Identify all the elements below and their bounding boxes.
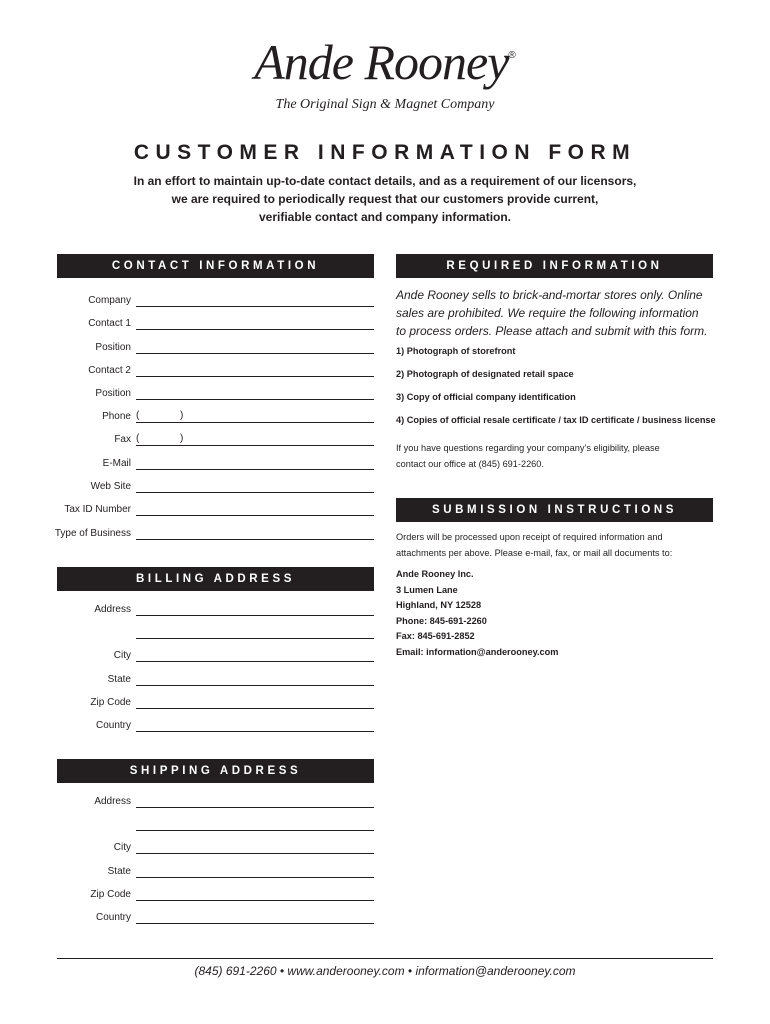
contact1-field[interactable]: [136, 329, 374, 330]
required-intro: [396, 286, 716, 340]
required-item: 4) Copies of official resale certificate / tax ID certificate / business license: [396, 415, 716, 425]
shipping-city-field[interactable]: [136, 853, 374, 854]
contact-info-heading: CONTACT INFORMATION: [57, 254, 374, 278]
eligibility-note-line: If you have questions regarding your company’s eligibility, please: [396, 443, 660, 453]
position2-field[interactable]: [136, 399, 374, 400]
email-field[interactable]: [136, 469, 374, 470]
address-city: Highland, NY 12528: [396, 600, 482, 610]
address-street: 3 Lumen Lane: [396, 584, 458, 595]
shipping-address-line2-field[interactable]: [136, 830, 374, 831]
billing-country-field[interactable]: [136, 731, 374, 732]
brand-logo: [0, 32, 770, 92]
billing-zip-label: Zip Code: [90, 697, 131, 708]
submission-text-line: Orders will be processed upon receipt of required information and: [396, 532, 663, 542]
billing-country-label: Country: [95, 720, 131, 731]
billing-address-label: Address: [94, 604, 131, 615]
email-label: E-Mail: [102, 458, 131, 469]
website-label: Web Site: [90, 481, 131, 492]
address-email: Email: information@anderooney.com: [396, 646, 559, 657]
address-fax: Fax: 845-691-2852: [396, 631, 475, 641]
phone-field[interactable]: [136, 422, 374, 423]
company-label: Company: [88, 295, 131, 306]
footer-contact: (845) 691-2260 • www.anderooney.com • information@anderooney.com: [194, 964, 576, 978]
website-field[interactable]: [136, 492, 374, 493]
intro-text: [100, 172, 670, 226]
tagline: The Original Sign & Magnet Company: [275, 97, 495, 112]
business-type-field[interactable]: [136, 539, 374, 540]
business-type-label: Type of Business: [54, 528, 131, 539]
address-company: Ande Rooney Inc.: [396, 569, 474, 579]
address-phone: Phone: 845-691-2260: [396, 615, 487, 626]
company-field[interactable]: [136, 306, 374, 307]
contact2-label: Contact 2: [88, 365, 131, 376]
billing-address-line2-field[interactable]: [136, 638, 374, 639]
shipping-state-field[interactable]: [136, 877, 374, 878]
billing-address-heading: BILLING ADDRESS: [57, 567, 374, 591]
contact2-field[interactable]: [136, 376, 374, 377]
required-intro-line: to process orders. Please attach and submit with this form.: [396, 324, 708, 338]
submission-heading: SUBMISSION INSTRUCTIONS: [396, 498, 713, 522]
billing-state-field[interactable]: [136, 685, 374, 686]
required-item: 3) Copy of official company identification: [396, 392, 576, 402]
billing-state-label: State: [107, 674, 131, 685]
eligibility-note: [396, 441, 726, 472]
tax-id-field[interactable]: [136, 515, 374, 516]
position1-label: Position: [95, 342, 131, 353]
intro-line: In an effort to maintain up-to-date contact details, and as a requirement of our licensors,: [133, 174, 637, 188]
shipping-address-heading: SHIPPING ADDRESS: [57, 759, 374, 783]
required-item: 2) Photograph of designated retail space: [396, 369, 574, 379]
shipping-zip-field[interactable]: [136, 900, 374, 901]
shipping-country-field[interactable]: [136, 923, 374, 924]
phone-label: Phone: [102, 411, 131, 422]
shipping-country-label: Country: [95, 912, 131, 923]
contact1-label: Contact 1: [88, 318, 131, 329]
mailing-address: [396, 567, 726, 660]
required-intro-line: Ande Rooney sells to brick-and-mortar stores only. Online: [396, 288, 703, 302]
submission-text-line: attachments per above. Please e-mail, fax, or mail all documents to:: [396, 547, 673, 558]
shipping-state-label: State: [107, 866, 131, 877]
tax-id-label: Tax ID Number: [64, 504, 131, 515]
footer-divider: [57, 958, 713, 959]
intro-line: we are required to periodically request that our customers provide current,: [171, 192, 599, 206]
position1-field[interactable]: [136, 353, 374, 354]
required-intro-line: sales are prohibited. We require the following information: [396, 306, 699, 320]
billing-zip-field[interactable]: [136, 708, 374, 709]
eligibility-note-line: contact our office at (845) 691-2260.: [396, 458, 544, 469]
billing-city-label: City: [113, 650, 131, 661]
shipping-address-label: Address: [94, 796, 131, 807]
billing-city-field[interactable]: [136, 661, 374, 662]
fax-paren-close: ): [180, 433, 184, 444]
billing-address-field[interactable]: [136, 615, 374, 616]
logo-wordmark: Ande Rooney: [254, 34, 509, 90]
phone-paren-close: ): [180, 410, 184, 421]
intro-line: verifiable contact and company information.: [258, 210, 512, 224]
phone-paren-open: (: [136, 410, 140, 421]
fax-label: Fax: [114, 434, 131, 445]
form-title: CUSTOMER INFORMATION FORM: [133, 141, 637, 164]
submission-text: [396, 530, 726, 561]
required-item: 1) Photograph of storefront: [396, 346, 516, 356]
registered-mark: ®: [508, 50, 516, 61]
required-info-heading: REQUIRED INFORMATION: [396, 254, 713, 278]
shipping-city-label: City: [113, 842, 131, 853]
fax-paren-open: (: [136, 433, 140, 444]
shipping-address-field[interactable]: [136, 807, 374, 808]
fax-field[interactable]: [136, 445, 374, 446]
shipping-zip-label: Zip Code: [90, 889, 131, 900]
position2-label: Position: [95, 388, 131, 399]
